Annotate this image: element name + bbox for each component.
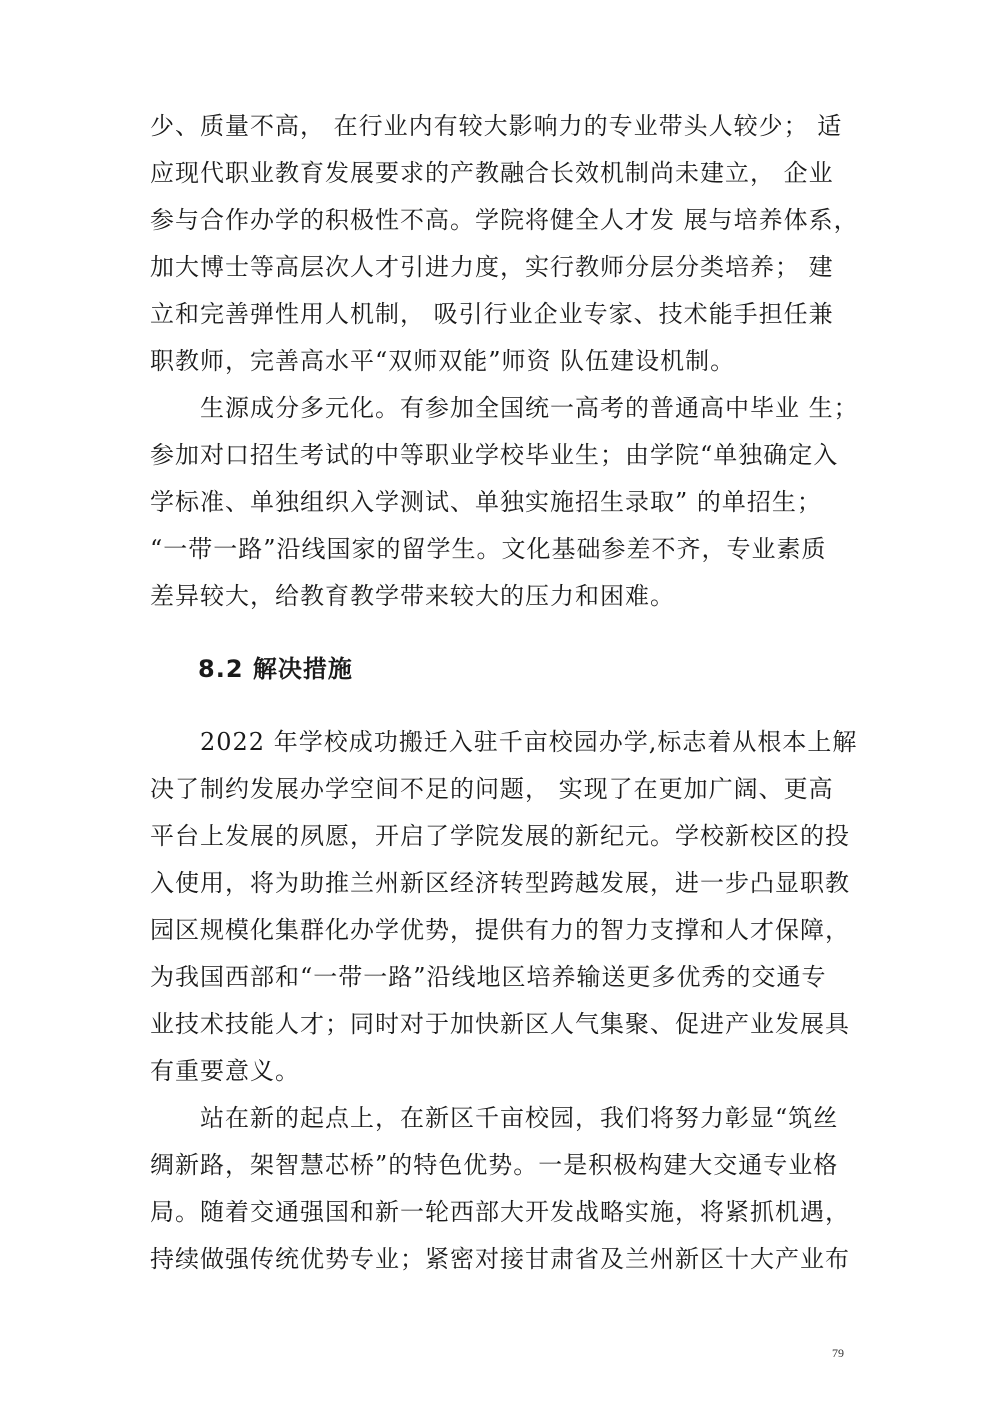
text-line: 生源成分多元化。有参加全国统一高考的普通高中毕业 生； xyxy=(150,394,859,422)
paragraph-new-campus xyxy=(150,719,858,1095)
text-line: 学标准、单独组织入学测试、单独实施招生录取” 的单招生； xyxy=(150,488,822,516)
text-line: 差异较大，给教育教学带来较大的压力和困难。 xyxy=(150,582,675,610)
paragraph-students xyxy=(150,385,859,620)
text-line: 有重要意义。 xyxy=(150,1057,300,1085)
text-line: 2022 年学校成功搬迁入驻千亩校园办学,标志着从根本上解 xyxy=(150,728,858,756)
text-line: 园区规模化集群化办学优势，提供有力的智力支撑和人才保障， xyxy=(150,916,850,944)
text-line: 为我国西部和“一带一路”沿线地区培养输送更多优秀的交通专 xyxy=(150,963,827,991)
text-line: 职教师，完善高水平“双师双能”师资 队伍建设机制。 xyxy=(150,347,736,375)
text-line: 应现代职业教育发展要求的产教融合长效机制尚未建立， 企业 xyxy=(150,159,834,187)
text-line: 少、质量不高， 在行业内有较大影响力的专业带头人较少； 适 xyxy=(150,112,843,140)
text-line: 参加对口招生考试的中等职业学校毕业生；由学院“单独确定入 xyxy=(150,441,839,469)
paragraph-faculty xyxy=(150,103,859,385)
text-line: 决了制约发展办学空间不足的问题， 实现了在更加广阔、更高 xyxy=(150,775,834,803)
text-line: 持续做强传统优势专业；紧密对接甘肃省及兰州新区十大产业布 xyxy=(150,1245,850,1273)
document-body xyxy=(150,103,859,1283)
paragraph-new-start xyxy=(150,1095,850,1283)
text-line: 立和完善弹性用人机制， 吸引行业企业专家、技术能手担任兼 xyxy=(150,300,834,328)
text-line: 站在新的起点上，在新区千亩校园，我们将努力彰显“筑丝 xyxy=(150,1104,839,1132)
section-heading: 8.2 解决措施 xyxy=(198,655,353,683)
text-line: “一带一路”沿线国家的留学生。文化基础参差不齐，专业素质 xyxy=(150,535,827,563)
text-line: 加大博士等高层次人才引进力度，实行教师分层分类培养； 建 xyxy=(150,253,834,281)
text-line: 业技术技能人才；同时对于加快新区人气集聚、促进产业发展具 xyxy=(150,1010,850,1038)
text-line: 入使用，将为助推兰州新区经济转型跨越发展，进一步凸显职教 xyxy=(150,869,850,897)
page-number: 79 xyxy=(832,1346,844,1360)
text-line: 绸新路，架智慧芯桥”的特色优势。一是积极构建大交通专业格 xyxy=(150,1151,839,1179)
text-line: 局。随着交通强国和新一轮西部大开发战略实施，将紧抓机遇， xyxy=(150,1198,850,1226)
text-line: 参与合作办学的积极性不高。学院将健全人才发 展与培养体系， xyxy=(150,206,859,234)
text-line: 平台上发展的夙愿，开启了学院发展的新纪元。学校新校区的投 xyxy=(150,822,850,850)
